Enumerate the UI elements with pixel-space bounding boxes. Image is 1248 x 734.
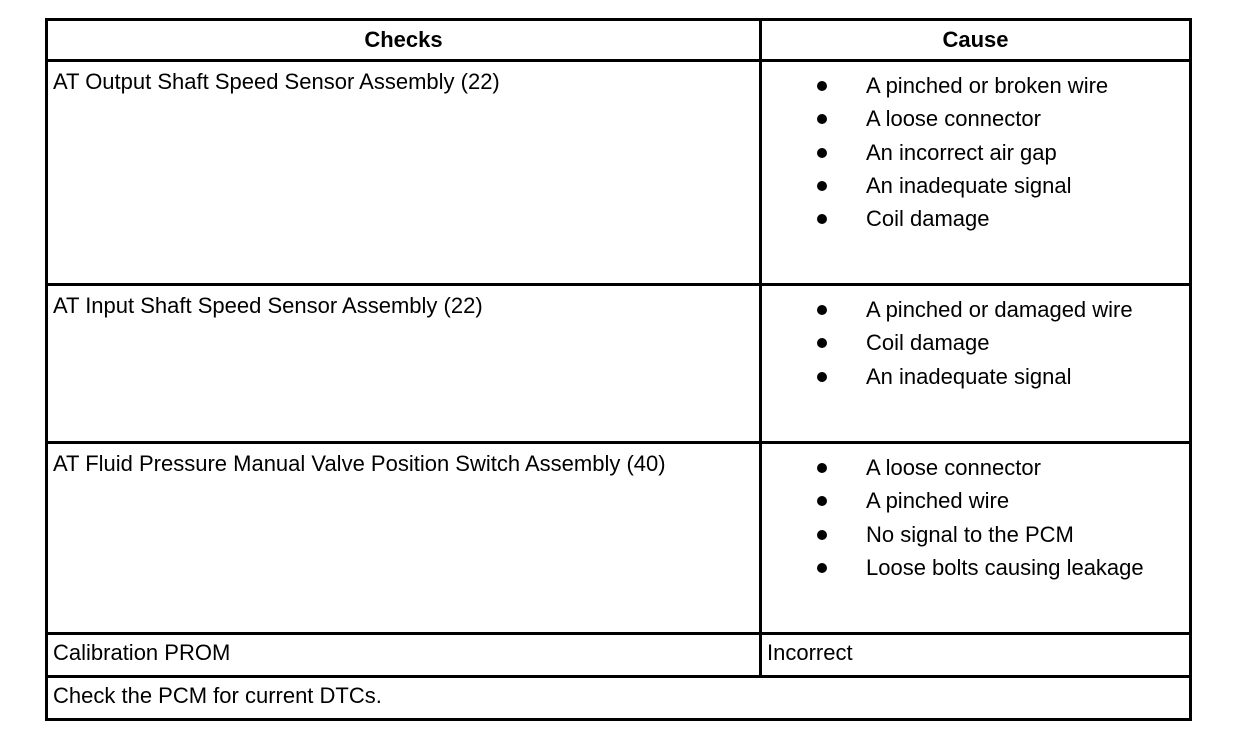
cause-cell xyxy=(761,285,1191,443)
cause-cell xyxy=(761,61,1191,285)
cause-text: A loose connector xyxy=(866,106,1041,132)
table-row xyxy=(47,443,1191,634)
cause-text: A loose connector xyxy=(866,455,1041,480)
check-cell: AT Output Shaft Speed Sensor Assembly (22) xyxy=(47,61,761,285)
list-item xyxy=(762,205,1189,238)
list-item xyxy=(762,139,1189,172)
check-cell: Calibration PROM xyxy=(47,634,761,677)
cause-list xyxy=(762,72,1189,238)
checks-header: Checks xyxy=(47,20,761,61)
cause-text: An incorrect air gap xyxy=(866,139,1057,165)
table-row xyxy=(47,634,1191,677)
cause-text: A pinched wire xyxy=(866,488,1010,514)
table-row xyxy=(47,61,1191,285)
cause-text: Coil damage xyxy=(866,330,990,356)
table-row xyxy=(47,285,1191,443)
bullet-icon xyxy=(817,81,827,91)
footer-row xyxy=(47,677,1191,720)
list-item xyxy=(762,105,1189,138)
cause-text: A pinched or broken wire xyxy=(866,73,1109,98)
cause-text: No signal to the PCM xyxy=(866,521,1074,547)
bullet-icon xyxy=(817,496,827,506)
list-item xyxy=(762,521,1189,554)
list-item xyxy=(762,72,1189,105)
list-item xyxy=(762,554,1189,587)
list-item xyxy=(762,329,1189,362)
footer-note: Check the PCM for current DTCs. xyxy=(47,677,1191,720)
bullet-icon xyxy=(817,372,827,382)
cause-text: An inadequate signal xyxy=(866,172,1072,198)
bullet-icon xyxy=(817,563,827,573)
cause-text: Loose bolts causing leakage xyxy=(866,554,1144,580)
list-item xyxy=(762,363,1189,396)
bullet-icon xyxy=(817,181,827,191)
bullet-icon xyxy=(817,305,827,315)
bullet-icon xyxy=(817,338,827,348)
checks-cause-table xyxy=(45,18,1192,721)
cause-header: Cause xyxy=(761,20,1191,61)
cause-cell xyxy=(761,443,1191,634)
bullet-icon xyxy=(817,214,827,224)
cause-list xyxy=(762,296,1189,396)
cause-text: Coil damage xyxy=(866,206,990,232)
bullet-icon xyxy=(817,148,827,158)
bullet-icon xyxy=(817,463,827,473)
cause-list xyxy=(762,454,1189,587)
check-cell: AT Fluid Pressure Manual Valve Position Switch Assembly (40) xyxy=(47,443,761,634)
list-item xyxy=(762,454,1189,487)
cause-text: A pinched or damaged wire xyxy=(866,297,1133,322)
bullet-icon xyxy=(817,530,827,540)
check-cell: AT Input Shaft Speed Sensor Assembly (22) xyxy=(47,285,761,443)
cause-cell: Incorrect xyxy=(761,634,1191,677)
list-item xyxy=(762,172,1189,205)
header-row xyxy=(47,20,1191,61)
list-item xyxy=(762,487,1189,520)
cause-text: An inadequate signal xyxy=(866,363,1072,389)
bullet-icon xyxy=(817,114,827,124)
list-item xyxy=(762,296,1189,329)
